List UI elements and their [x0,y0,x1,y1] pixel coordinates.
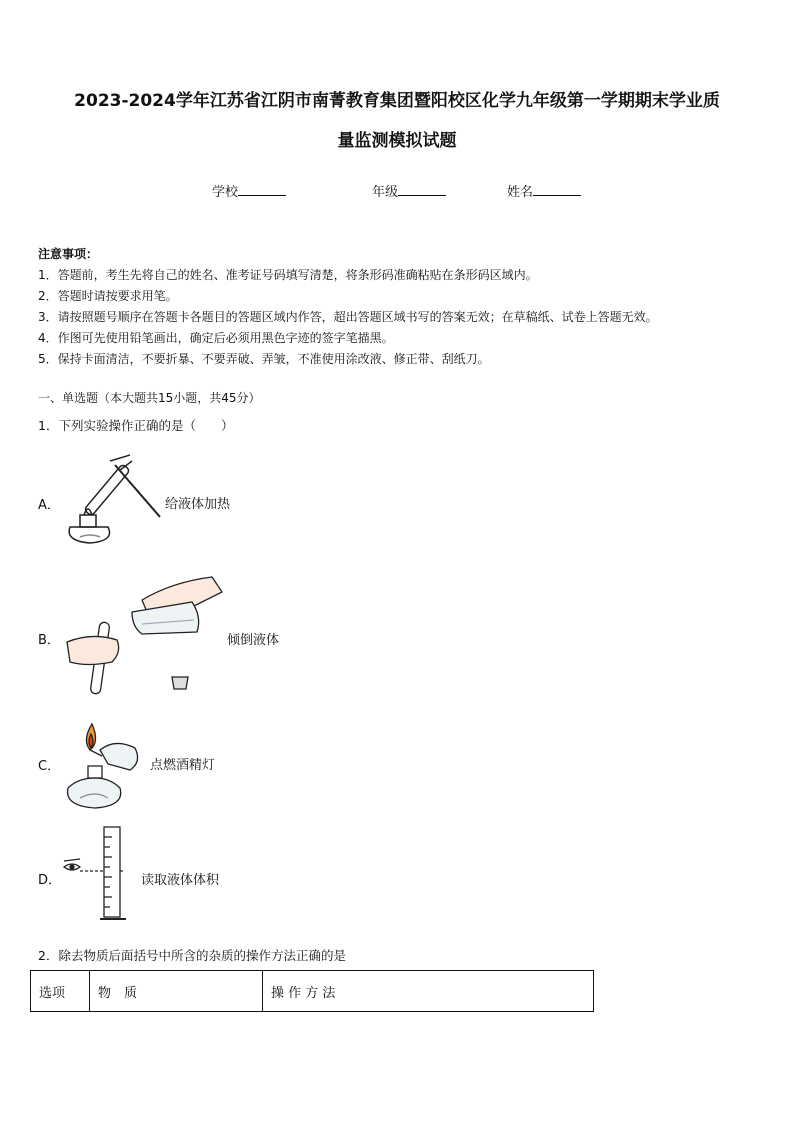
grade-blank[interactable] [398,181,446,196]
table-header-cell: 物 质 [90,971,263,1012]
option-b-letter[interactable]: B． [38,633,60,648]
school-label: 学校 [212,185,239,200]
table-header-cell: 操 作 方 法 [263,971,594,1012]
question-2-stem: 2．除去物质后面括号中所含的杂质的操作方法正确的是 [38,948,346,963]
option-c-letter[interactable]: C． [38,759,61,774]
option-c-text: 点燃酒精灯 [150,758,216,773]
notes-item: 4．作图可先使用铅笔画出，确定后必须用黑色字迹的签字笔描黑。 [38,331,394,345]
notes-item: 2．答题时请按要求用笔。 [38,289,178,303]
alcohol-lamp-lighting-icon [60,720,150,810]
notes-heading: 注意事项： [38,247,99,261]
section-heading: 一、单选题（本大题共15小题，共45分） [38,391,261,405]
table-header-cell: 选项 [31,971,90,1012]
name-label: 姓名 [507,185,534,200]
answer-table [30,970,594,1012]
grade-label: 年级 [372,185,399,200]
school-field[interactable] [212,181,286,200]
pouring-liquid-icon [62,572,227,697]
school-blank[interactable] [238,181,286,196]
table-header-row [31,971,594,1012]
question-1-stem: 1．下列实验操作正确的是（ ） [38,418,234,433]
grade-field[interactable] [372,181,446,200]
option-b-text: 倾倒液体 [227,633,280,648]
notes-section [38,244,658,370]
option-d-text: 读取液体体积 [141,873,220,888]
graduated-cylinder-reading-icon [62,825,137,925]
page-title: 2023-2024学年江苏省江阴市南菁教育集团暨阳校区化学九年级第一学期期末学业质 [74,91,720,111]
name-blank[interactable] [533,181,581,196]
notes-item: 1．答题前，考生先将自己的姓名、准考证号码填写清楚，将条形码准确粘贴在条形码区域内。 [38,268,538,282]
name-field[interactable] [507,181,581,200]
notes-item: 5．保持卡面清洁，不要折暴、不要弄破、弄皱，不准使用涂改液、修正带、刮纸刀。 [38,352,490,366]
option-d-letter[interactable]: D． [38,873,62,888]
option-a-text: 给液体加热 [165,497,231,512]
test-tube-heating-icon [60,455,165,550]
page-title-continued: 量监测模拟试题 [337,131,457,151]
option-a-letter[interactable]: A． [38,498,60,513]
notes-item: 3．请按照题号顺序在答题卡各题目的答题区域内作答，超出答题区域书写的答案无效；在草稿纸、试卷上答题无效。 [38,310,658,324]
